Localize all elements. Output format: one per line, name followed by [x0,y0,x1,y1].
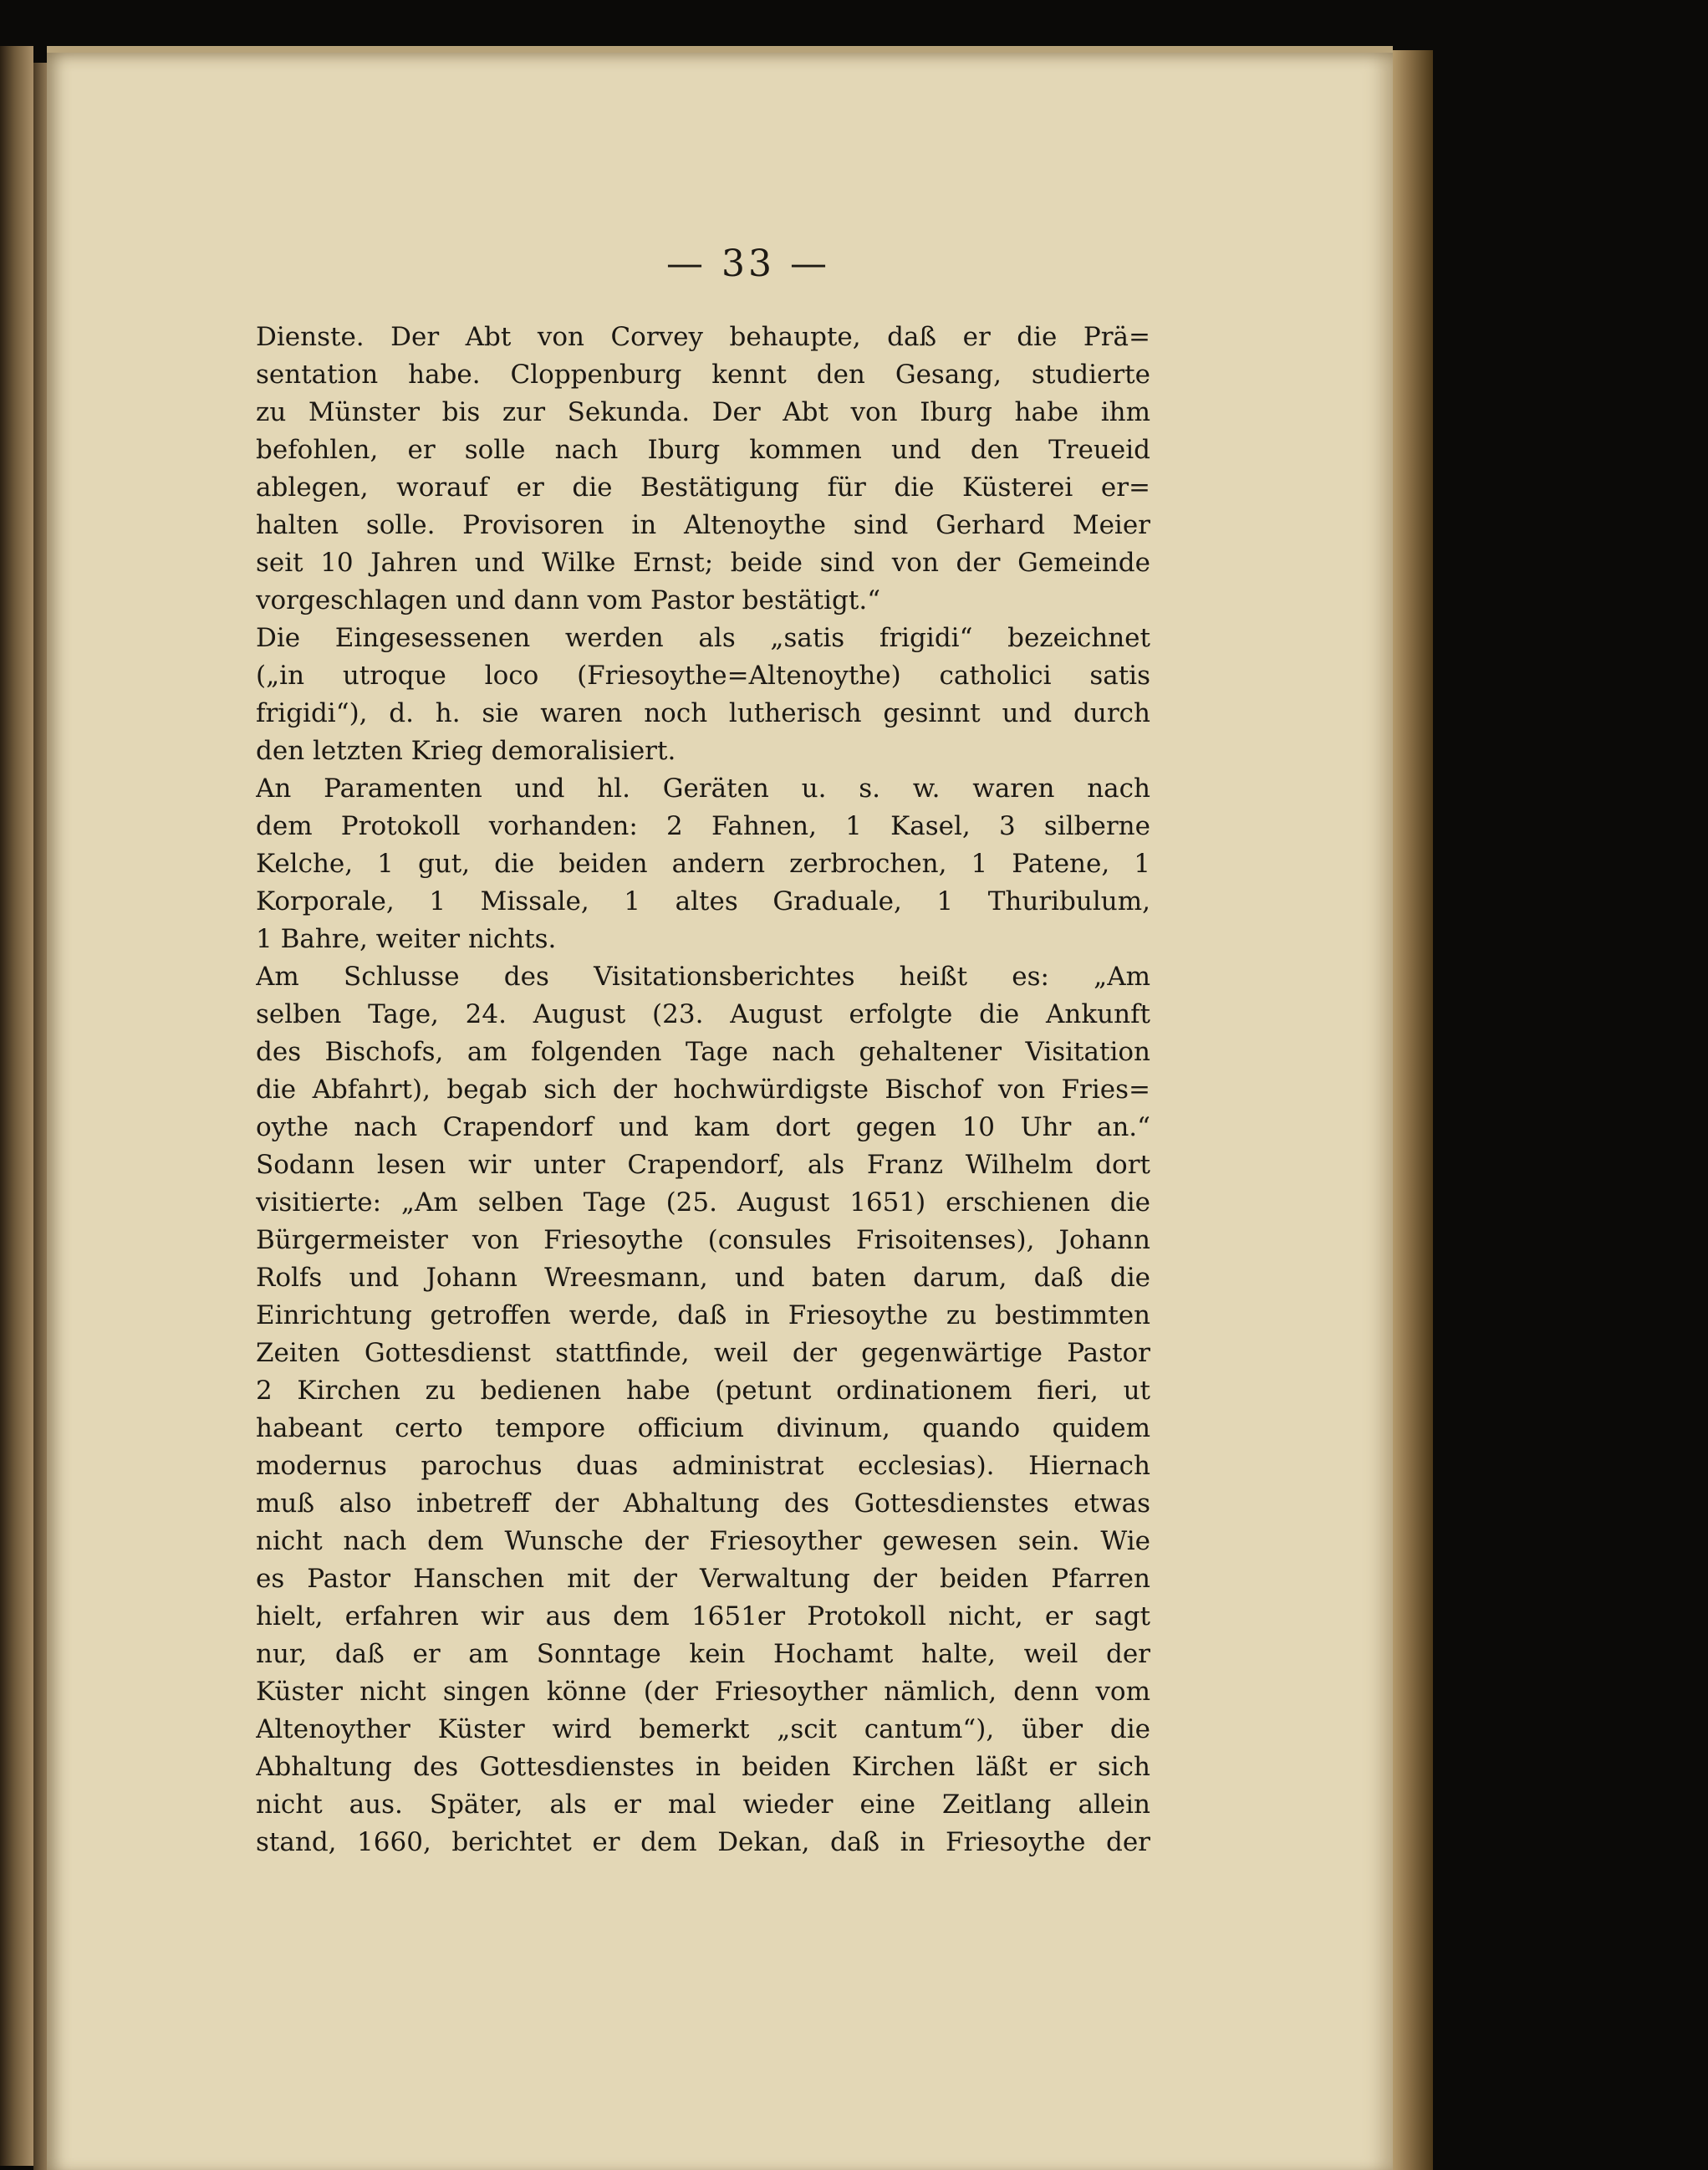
text-line: Bürgermeister von Friesoythe (consules Frisoitenses), Johann [256,1225,1150,1255]
text-line: selben Tage, 24. August (23. August erfolgte die Ankunft [256,999,1150,1029]
text-line: befohlen, er solle nach Iburg kommen und den Treueid [256,435,1150,465]
text-line: die Abfahrt), begab sich der hochwürdigste Bischof von Fries= [256,1075,1150,1105]
text-line: Rolfs und Johann Wreesmann, und baten darum, daß die [256,1263,1150,1293]
text-line: nur, daß er am Sonntage kein Hochamt halte, weil der [256,1639,1150,1669]
text-line: Zeiten Gottesdienst stattfinde, weil der gegenwärtige Pastor [256,1338,1150,1368]
text-line: Altenoyther Küster wird bemerkt „scit cantum“), über die [256,1714,1150,1744]
text-line: nicht aus. Später, als er mal wieder eine Zeitlang allein [256,1790,1150,1820]
text-line: Am Schlusse des Visitationsberichtes heißt es: „Am [256,962,1150,992]
body-text [256,319,1150,1861]
text-line: Kelche, 1 gut, die beiden andern zerbrochen, 1 Patene, 1 [256,849,1150,879]
text-line: Einrichtung getroffen werde, daß in Friesoythe zu bestimmten [256,1300,1150,1330]
text-line: halten solle. Provisoren in Altenoythe sind Gerhard Meier [256,510,1150,540]
page-number: — 33 — [666,243,830,285]
text-line: dem Protokoll vorhanden: 2 Fahnen, 1 Kasel, 3 silberne [256,811,1150,841]
text-line: habeant certo tempore officium divinum, quando quidem [256,1413,1150,1443]
text-line: frigidi“), d. h. sie waren noch lutherisch gesinnt und durch [256,698,1150,728]
book-gutter [33,63,47,2170]
text-line: 2 Kirchen zu bedienen habe (petunt ordinationem fieri, ut [256,1376,1150,1406]
text-line: 1 Bahre, weiter nichts. [256,924,557,954]
text-line: modernus parochus duas administrat ecclesias). Hiernach [256,1451,1150,1481]
text-line: Dienste. Der Abt von Corvey behaupte, daß er die Prä= [256,322,1150,352]
text-line: Korporale, 1 Missale, 1 altes Graduale, 1 Thuribulum, [256,886,1150,917]
text-line: („in utroque loco (Friesoythe=Altenoythe) catholici satis [256,661,1150,691]
text-line: hielt, erfahren wir aus dem 1651er Protokoll nicht, er sagt [256,1601,1150,1631]
text-line: Die Eingesessenen werden als „satis frigidi“ bezeichnet [256,623,1150,653]
text-line: vorgeschlagen und dann vom Pastor bestätigt.“ [256,585,881,615]
text-line: den letzten Krieg demoralisiert. [256,736,676,766]
text-line: Küster nicht singen könne (der Friesoyther nämlich, denn vom [256,1677,1150,1707]
previous-page-edge [0,46,33,2166]
text-line: oythe nach Crapendorf und kam dort gegen 10 Uhr an.“ [256,1112,1150,1142]
text-line: stand, 1660, berichtet er dem Dekan, daß in Friesoythe der [256,1827,1150,1857]
text-line: Sodann lesen wir unter Crapendorf, als Franz Wilhelm dort [256,1150,1150,1180]
text-line: muß also inbetreff der Abhaltung des Gottesdienstes etwas [256,1488,1150,1519]
text-line: An Paramenten und hl. Geräten u. s. w. waren nach [256,774,1150,804]
text-line: ablegen, worauf er die Bestätigung für die Küsterei er= [256,472,1150,503]
text-line: seit 10 Jahren und Wilke Ernst; beide sind von der Gemeinde [256,548,1150,578]
text-line: es Pastor Hanschen mit der Verwaltung der beiden Pfarren [256,1564,1150,1594]
text-line: visitierte: „Am selben Tage (25. August 1651) erschienen die [256,1187,1150,1218]
text-line: des Bischofs, am folgenden Tage nach gehaltener Visitation [256,1037,1150,1067]
text-line: Abhaltung des Gottesdienstes in beiden Kirchen läßt er sich [256,1752,1150,1782]
text-line: zu Münster bis zur Sekunda. Der Abt von Iburg habe ihm [256,397,1150,427]
page-block-edge [1393,50,1433,2170]
text-line: nicht nach dem Wunsche der Friesoyther gewesen sein. Wie [256,1526,1150,1556]
text-line: sentation habe. Cloppenburg kennt den Gesang, studierte [256,360,1150,390]
